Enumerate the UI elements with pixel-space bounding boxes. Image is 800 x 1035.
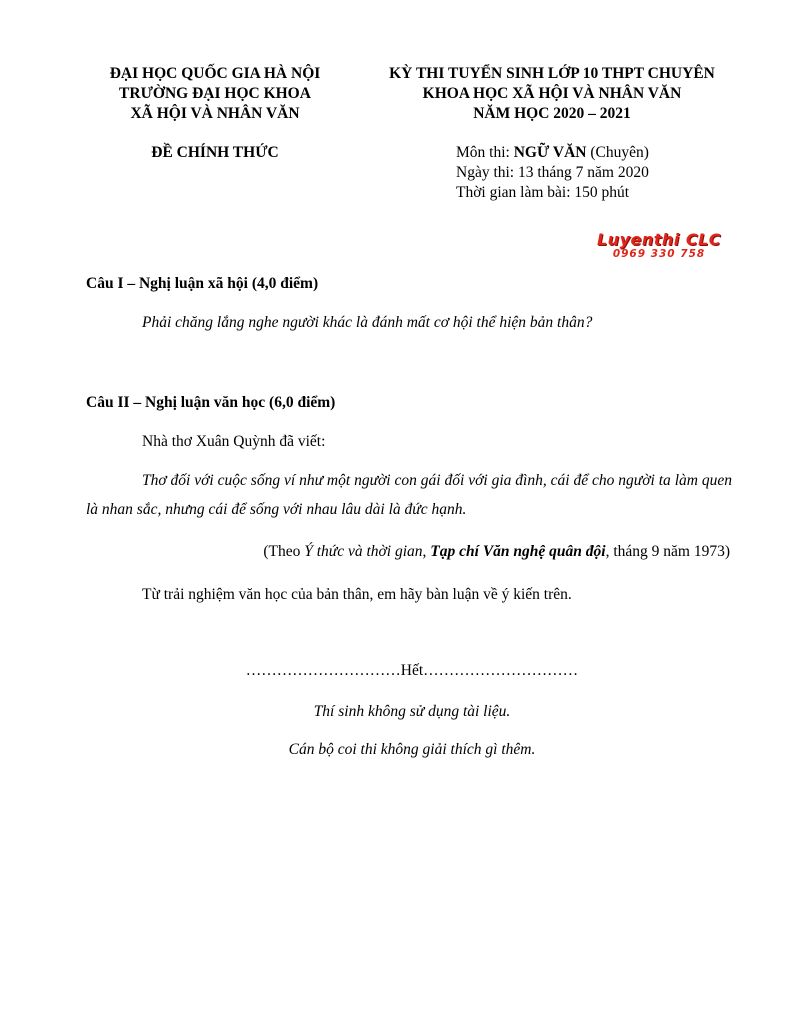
watermark-logo: [584, 232, 734, 260]
institution-line-2: TRƯỜNG ĐẠI HỌC KHOA: [119, 85, 311, 102]
exam-date: Ngày thi: 13 tháng 7 năm 2020: [456, 164, 649, 181]
footer-note-2: Cán bộ coi thi không giải thích gì thêm.: [288, 741, 536, 758]
question2-source: [263, 543, 730, 561]
question1-title: Câu I – Nghị luận xã hội (4,0 điểm): [86, 275, 319, 292]
institution-header: [70, 64, 360, 124]
institution-line-1: ĐẠI HỌC QUỐC GIA HÀ NỘI: [109, 65, 321, 82]
institution-line-3: XÃ HỘI VÀ NHÂN VĂN: [130, 105, 300, 122]
watermark-phone: 0969 330 758: [612, 248, 706, 260]
end-line: …………………………Hết…………………………: [245, 662, 579, 679]
question2-task: Từ trải nghiệm văn học của bản thân, em hãy bàn luận về ý kiến trên.: [142, 586, 572, 603]
exam-header: [362, 64, 742, 124]
subject-row: [456, 143, 649, 163]
question2-quote: Thơ đối với cuộc sống ví như một người con gái đối với gia đình, cái để cho người ta làm quen là nhan sắc, nhưng cái để sống với nhau lâu dài là đức hạnh.: [86, 472, 732, 518]
exam-duration: Thời gian làm bài: 150 phút: [456, 184, 630, 201]
subject-name: NGỮ VĂN: [513, 144, 587, 161]
exam-header-line-3: NĂM HỌC 2020 – 2021: [473, 105, 631, 122]
subject-prefix: Môn thi:: [456, 144, 514, 161]
source-close: , tháng 9 năm 1973): [605, 543, 730, 560]
source-open: (Theo: [263, 543, 305, 560]
question2-intro: Nhà thơ Xuân Quỳnh đã viết:: [142, 433, 326, 450]
question1-prompt: Phải chăng lắng nghe người khác là đánh mất cơ hội thể hiện bản thân?: [142, 314, 593, 331]
exam-header-line-1: KỲ THI TUYỂN SINH LỚP 10 THPT CHUYÊN: [389, 65, 715, 82]
official-label: ĐỀ CHÍNH THỨC: [151, 144, 279, 161]
exam-info: [456, 143, 649, 203]
source-sep: ,: [422, 543, 431, 560]
exam-header-line-2: KHOA HỌC XÃ HỘI VÀ NHÂN VĂN: [422, 85, 682, 102]
subject-suffix: (Chuyên): [586, 144, 649, 161]
source-work: Ý thức và thời gian: [304, 543, 423, 560]
source-journal: Tạp chí Văn nghệ quân đội: [430, 543, 606, 560]
footer-note-1: Thí sinh không sử dụng tài liệu.: [313, 703, 511, 720]
watermark-name: Luyenthi CLC: [596, 230, 722, 249]
question2-title: Câu II – Nghị luận văn học (6,0 điểm): [86, 394, 336, 411]
